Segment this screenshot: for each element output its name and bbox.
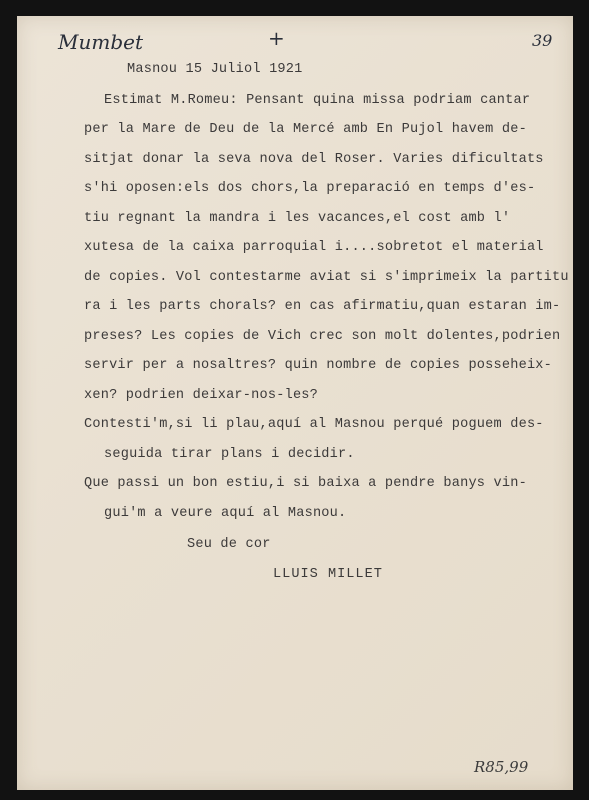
letter-line: s'hi oposen:els dos chors,la preparació en temps d'es- — [84, 181, 536, 196]
handwritten-archive-ref: R85,99 — [474, 758, 529, 776]
letter-line: gui'm a veure aquí al Masnou. — [104, 506, 347, 521]
letter-line: xutesa de la caixa parroquial i....sobretot el material — [84, 240, 544, 255]
handwritten-page-number: 39 — [532, 31, 553, 50]
letter-line: per la Mare de Deu de la Mercé amb En Pujol havem de- — [84, 122, 527, 137]
letter-line: servir per a nosaltres? quin nombre de copies posseheix- — [84, 358, 553, 373]
letter-line: xen? podrien deixar-nos-les? — [84, 388, 319, 403]
letter-line: Estimat M.Romeu: Pensant quina missa podriam cantar — [104, 93, 531, 108]
letter-date: Masnou 15 Juliol 1921 — [127, 62, 303, 77]
letter-line: Contesti'm,si li plau,aquí al Masnou perqué poguem des- — [84, 417, 544, 432]
letter-line: Que passi un bon estiu,i si baixa a pendre banys vin- — [84, 476, 527, 491]
letter-line: preses? Les copies de Vich crec son molt dolentes,podrien — [84, 329, 561, 344]
letter-line: tiu regnant la mandra i les vacances,el cost amb l' — [84, 211, 511, 226]
letter-line: ra i les parts chorals? en cas afirmatiu,quan estaran im- — [84, 299, 561, 314]
letter-signature: LLUIS MILLET — [273, 567, 383, 582]
letter-closing: Seu de cor — [187, 537, 271, 552]
letter-line: sitjat donar la seva nova del Roser. Varies dificultats — [84, 152, 544, 167]
handwritten-name-note: Mumbet — [58, 30, 143, 54]
letter-line: seguida tirar plans i decidir. — [104, 447, 355, 462]
handwritten-cross: + — [268, 26, 285, 50]
letter-line: de copies. Vol contestarme aviat si s'imprimeix la partitu — [84, 270, 569, 285]
